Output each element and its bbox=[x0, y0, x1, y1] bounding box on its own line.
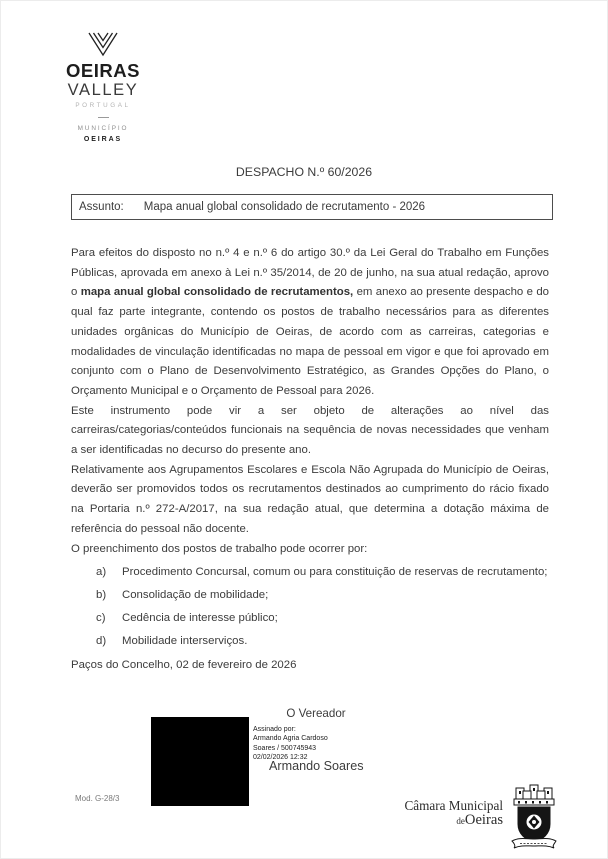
footer-org-line1: Câmara Municipal bbox=[404, 798, 503, 813]
digital-signature-stamp bbox=[253, 725, 328, 762]
municipal-crest-icon bbox=[508, 781, 560, 851]
signatory-name: Armando Soares bbox=[269, 759, 364, 773]
document-title: DESPACHO N.º 60/2026 bbox=[235, 165, 373, 179]
paragraph-4: O preenchimento dos postos de trabalho pode ocorrer por: bbox=[71, 542, 368, 555]
paragraph-2: Este instrumento pode vir a ser objeto de alterações ao nível das carreiras/categorias/conteúdos funcionais na sequência de novas necessidades que venham a ser identificadas no decurso do presente ano. bbox=[71, 404, 549, 457]
footer-org-name: Oeiras bbox=[464, 812, 503, 828]
oeiras-valley-logo bbox=[57, 31, 149, 143]
footer-org-de: de bbox=[456, 816, 465, 826]
digital-signature-line: 02/02/2026 12:32 bbox=[253, 753, 308, 761]
list-marker: a) bbox=[96, 565, 107, 578]
paragraph-3: Relativamente aos Agrupamentos Escolares e Escola Não Agrupada do Município de Oeiras, deverão ser promovidos todos os recrutamentos destinados ao cumprimento do rácio fixado na Portaria n.º 272-A/2017, na sua redação atual, que determina a dotação máxima de referência do pessoal não docente. bbox=[71, 463, 549, 535]
recruitment-modes-list bbox=[71, 563, 549, 652]
footer-organization bbox=[404, 798, 503, 829]
paragraph-1-pre: Para efeitos do disposto no n.º 4 e n.º 6 do artigo 30.º da Lei Geral do Trabalho em Funções Públicas, aprovada em anexo à Lei n.º 35/2014, de 20 de junho, na sua atual redação, aprovo o bbox=[71, 247, 549, 299]
signature-role: O Vereador bbox=[286, 707, 346, 720]
brand-valley: VALLEY bbox=[67, 81, 139, 99]
brand-oeiras: OEIRAS bbox=[66, 60, 140, 81]
list-item bbox=[71, 563, 549, 583]
paragraph-1 bbox=[71, 244, 549, 402]
digital-signature-line: Assinado por: bbox=[253, 726, 296, 733]
list-item bbox=[71, 609, 549, 629]
subject-label: Assunto: bbox=[79, 201, 124, 213]
redaction-box bbox=[151, 717, 249, 806]
list-text: Cedência de interesse público; bbox=[122, 611, 278, 624]
digital-signature-line: Soares / 500745943 bbox=[253, 744, 317, 752]
document-body bbox=[71, 244, 549, 652]
municipio-label: MUNICÍPIO bbox=[77, 125, 129, 132]
list-text: Consolidação de mobilidade; bbox=[122, 588, 269, 601]
dateline: Paços do Concelho, 02 de fevereiro de 2026 bbox=[71, 659, 297, 671]
footer-org-line2 bbox=[404, 813, 503, 829]
municipio-name: OEIRAS bbox=[83, 136, 123, 143]
list-item bbox=[71, 632, 549, 652]
paragraph-1-bold: mapa anual global consolidado de recrutamentos, bbox=[80, 286, 354, 299]
form-code: Mod. G-28/3 bbox=[75, 794, 120, 803]
brand-portugal: PORTUGAL bbox=[75, 102, 131, 109]
oeiras-valley-v-mark-icon bbox=[83, 31, 123, 58]
list-item bbox=[71, 586, 549, 606]
subject-value: Mapa anual global consolidado de recrutamento - 2026 bbox=[143, 201, 426, 213]
list-marker: b) bbox=[96, 588, 107, 601]
digital-signature-line: Armando Agria Cardoso bbox=[253, 735, 328, 743]
logo-divider bbox=[98, 117, 109, 118]
paragraph-1-post: em anexo ao presente despacho e do qual faz parte integrante, contendo os postos de trabalho necessários para as diferentes unidades orgânicas do Município de Oeiras, de acordo com as carreiras, categorias e modalidades de vinculação identificadas no mapa de pessoal em vigor e que foi aprovado em conjunto com o Plano de Desenvolvimento Estratégico, as Grandes Opções do Plano, o Orçamento Municipal e o Orçamento de Pessoal para 2026. bbox=[71, 286, 549, 397]
list-marker: c) bbox=[96, 611, 106, 624]
list-marker: d) bbox=[96, 634, 107, 647]
list-text: Mobilidade interserviços. bbox=[122, 634, 248, 647]
subject-box bbox=[71, 194, 553, 220]
list-text: Procedimento Concursal, comum ou para constituição de reservas de recrutamento; bbox=[122, 565, 548, 578]
